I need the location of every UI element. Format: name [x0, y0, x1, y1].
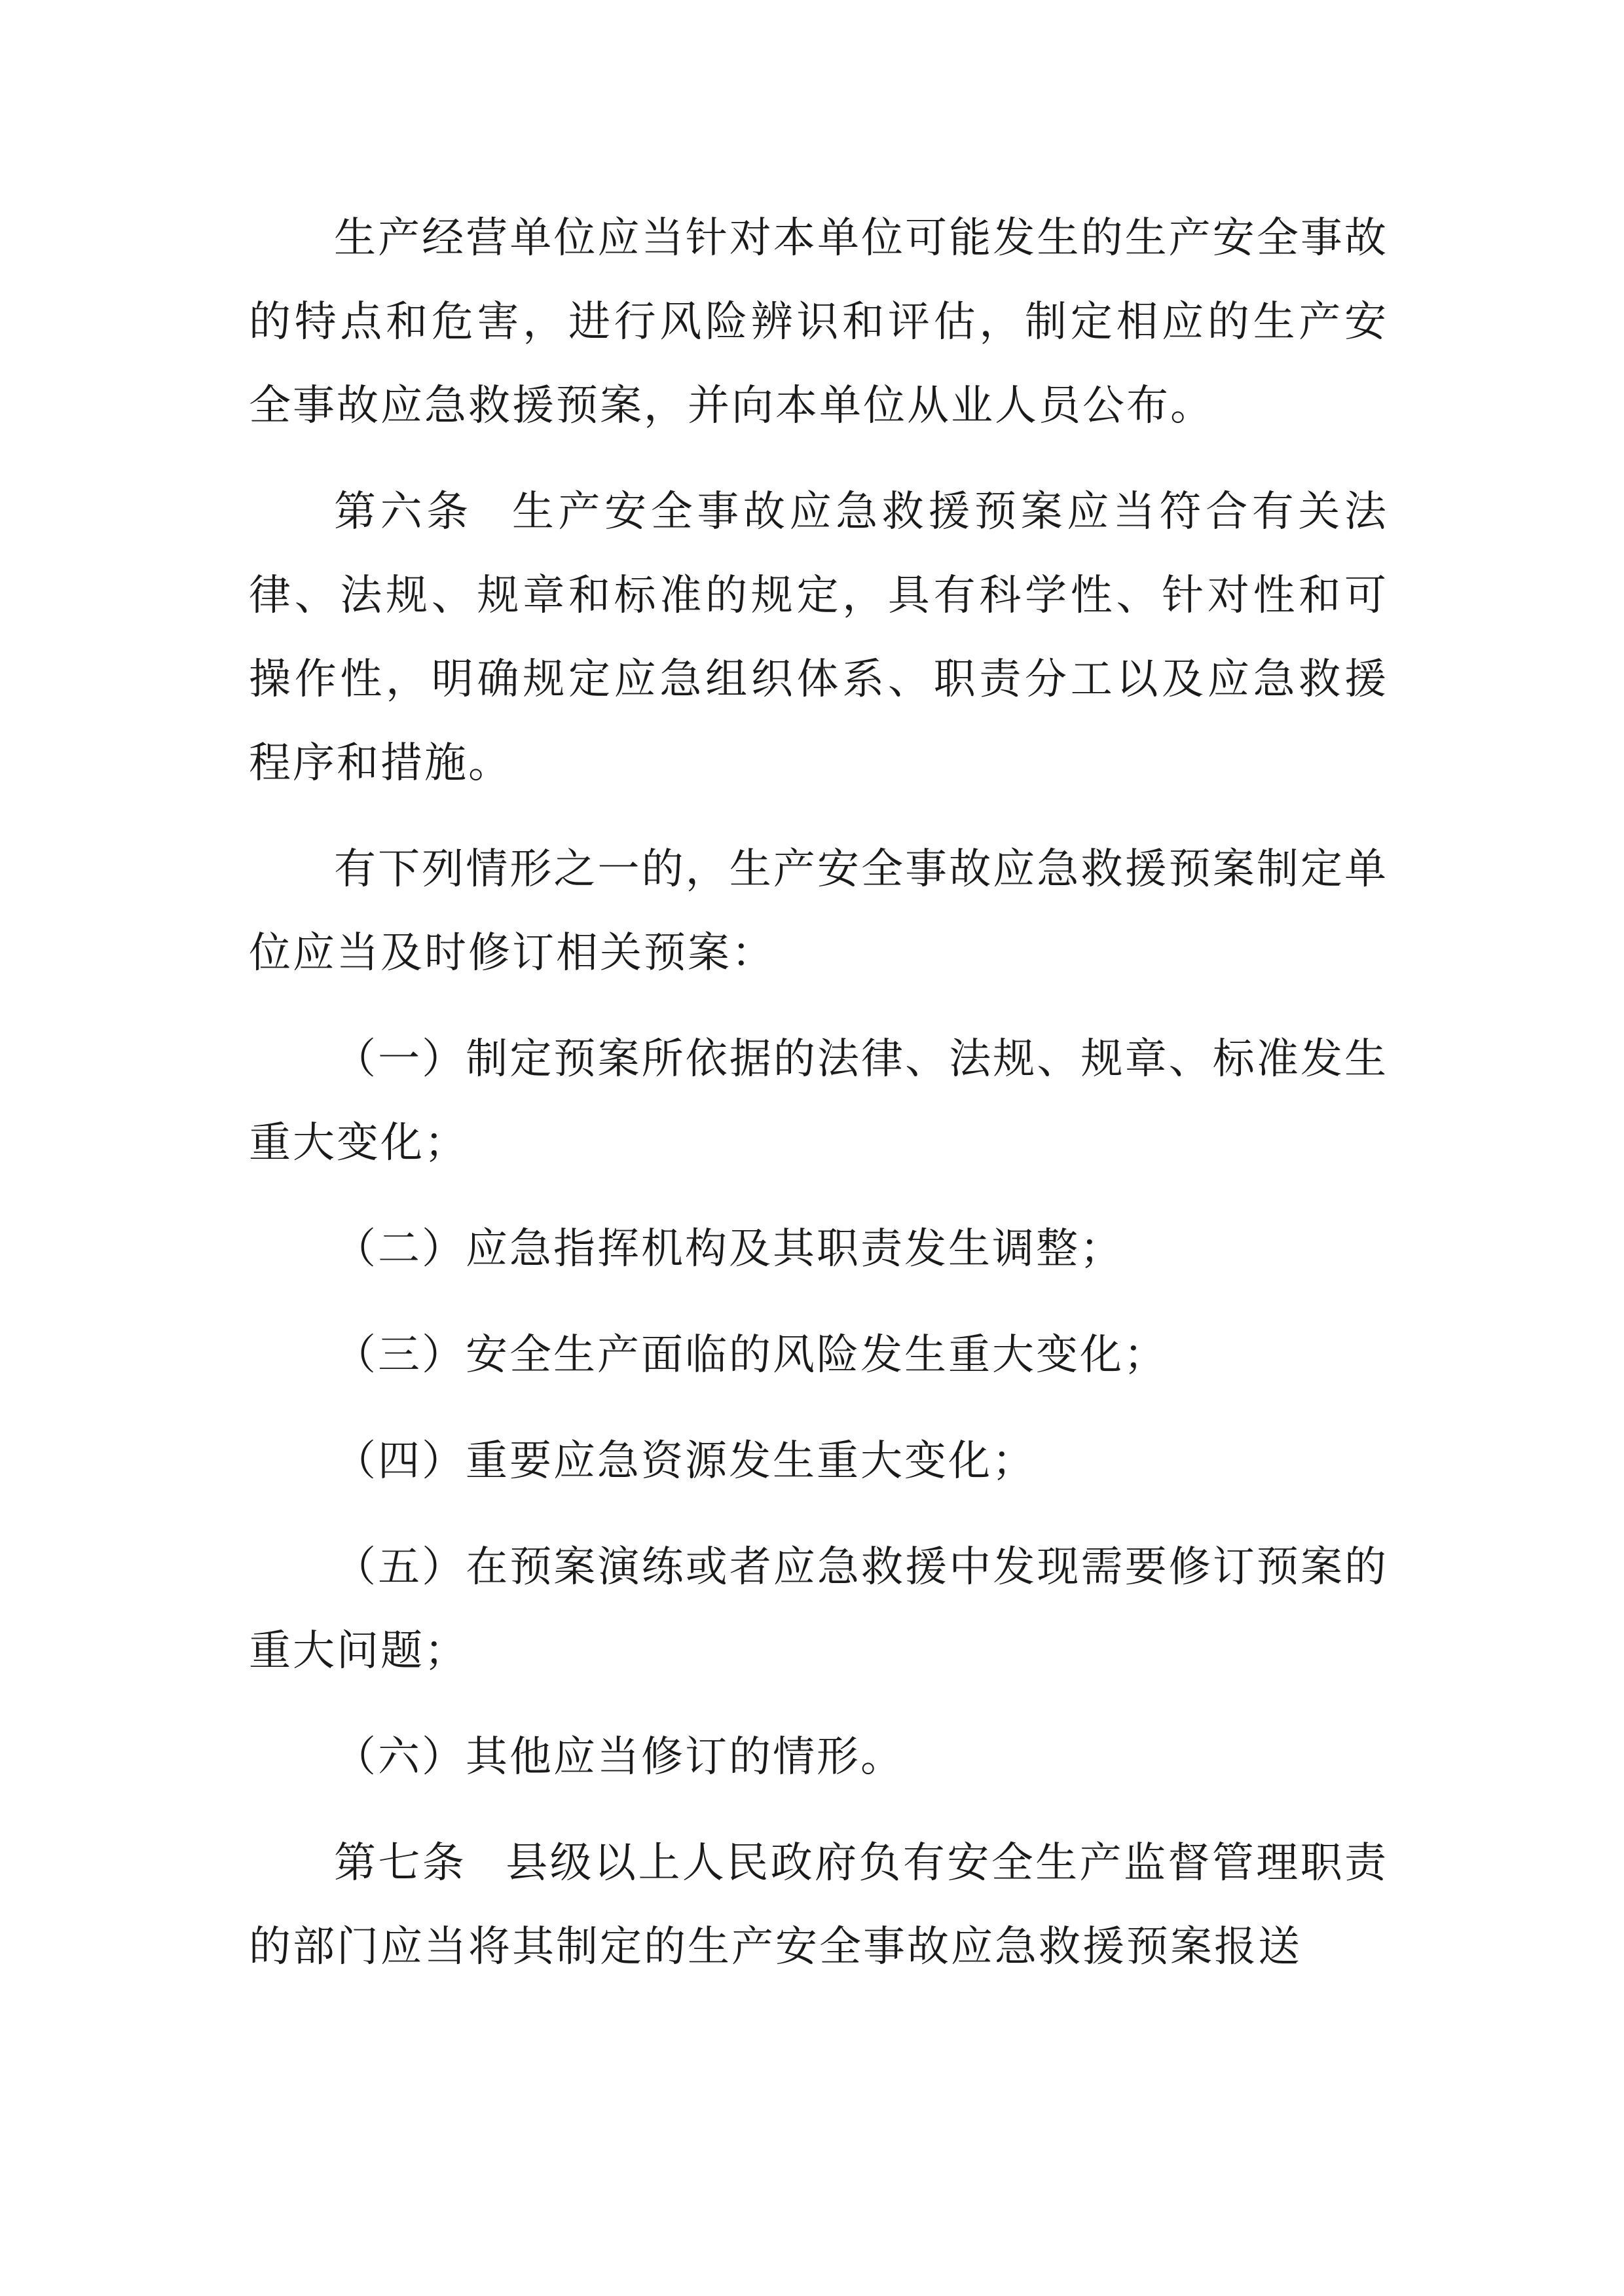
- list-item-5: [249, 1525, 1388, 1693]
- paragraph-text: （二）应急指挥机构及其职责发生调整；: [334, 1225, 1124, 1273]
- list-item-6: [249, 1715, 1388, 1799]
- list-item-3: [249, 1313, 1388, 1397]
- paragraph-plan-publication: [249, 196, 1388, 448]
- paragraph-revision-conditions: [249, 828, 1388, 995]
- paragraph-article-7: [249, 1821, 1388, 1989]
- paragraph-text: 生产安全事故应急救援预案应当符合有关法律、法规、规章和标准的规定，具有科学性、针对性和可操作性，明确规定应急组织体系、职责分工以及应急救援程序和措施。: [249, 488, 1389, 788]
- list-item-4: [249, 1419, 1388, 1503]
- paragraph-text: 有下列情形之一的，生产安全事故应急救援预案制定单位应当及时修订相关预案：: [249, 845, 1388, 977]
- paragraph-article-6: [249, 470, 1388, 805]
- article-label: 第七条: [334, 1839, 467, 1887]
- paragraph-text: （三）安全生产面临的风险发生重大变化；: [334, 1331, 1168, 1379]
- paragraph-text: 县级以上人民政府负有安全生产监督管理职责的部门应当将其制定的生产安全事故应急救援预案报送: [249, 1839, 1389, 1971]
- article-label: 第六条: [334, 488, 473, 536]
- paragraph-text: （四）重要应急资源发生重大变化；: [334, 1437, 1036, 1485]
- paragraph-text: （一）制定预案所依据的法律、法规、规章、标准发生重大变化；: [249, 1035, 1388, 1167]
- paragraph-text: （六）其他应当修订的情形。: [334, 1733, 904, 1781]
- document-page: [249, 196, 1388, 2011]
- list-item-2: [249, 1207, 1388, 1291]
- paragraph-text: 生产经营单位应当针对本单位可能发生的生产安全事故的特点和危害，进行风险辨识和评估，制定相应的生产安全事故应急救援预案，并向本单位从业人员公布。: [249, 214, 1388, 430]
- paragraph-text: （五）在预案演练或者应急救援中发现需要修订预案的重大问题；: [249, 1543, 1388, 1675]
- list-item-1: [249, 1017, 1388, 1185]
